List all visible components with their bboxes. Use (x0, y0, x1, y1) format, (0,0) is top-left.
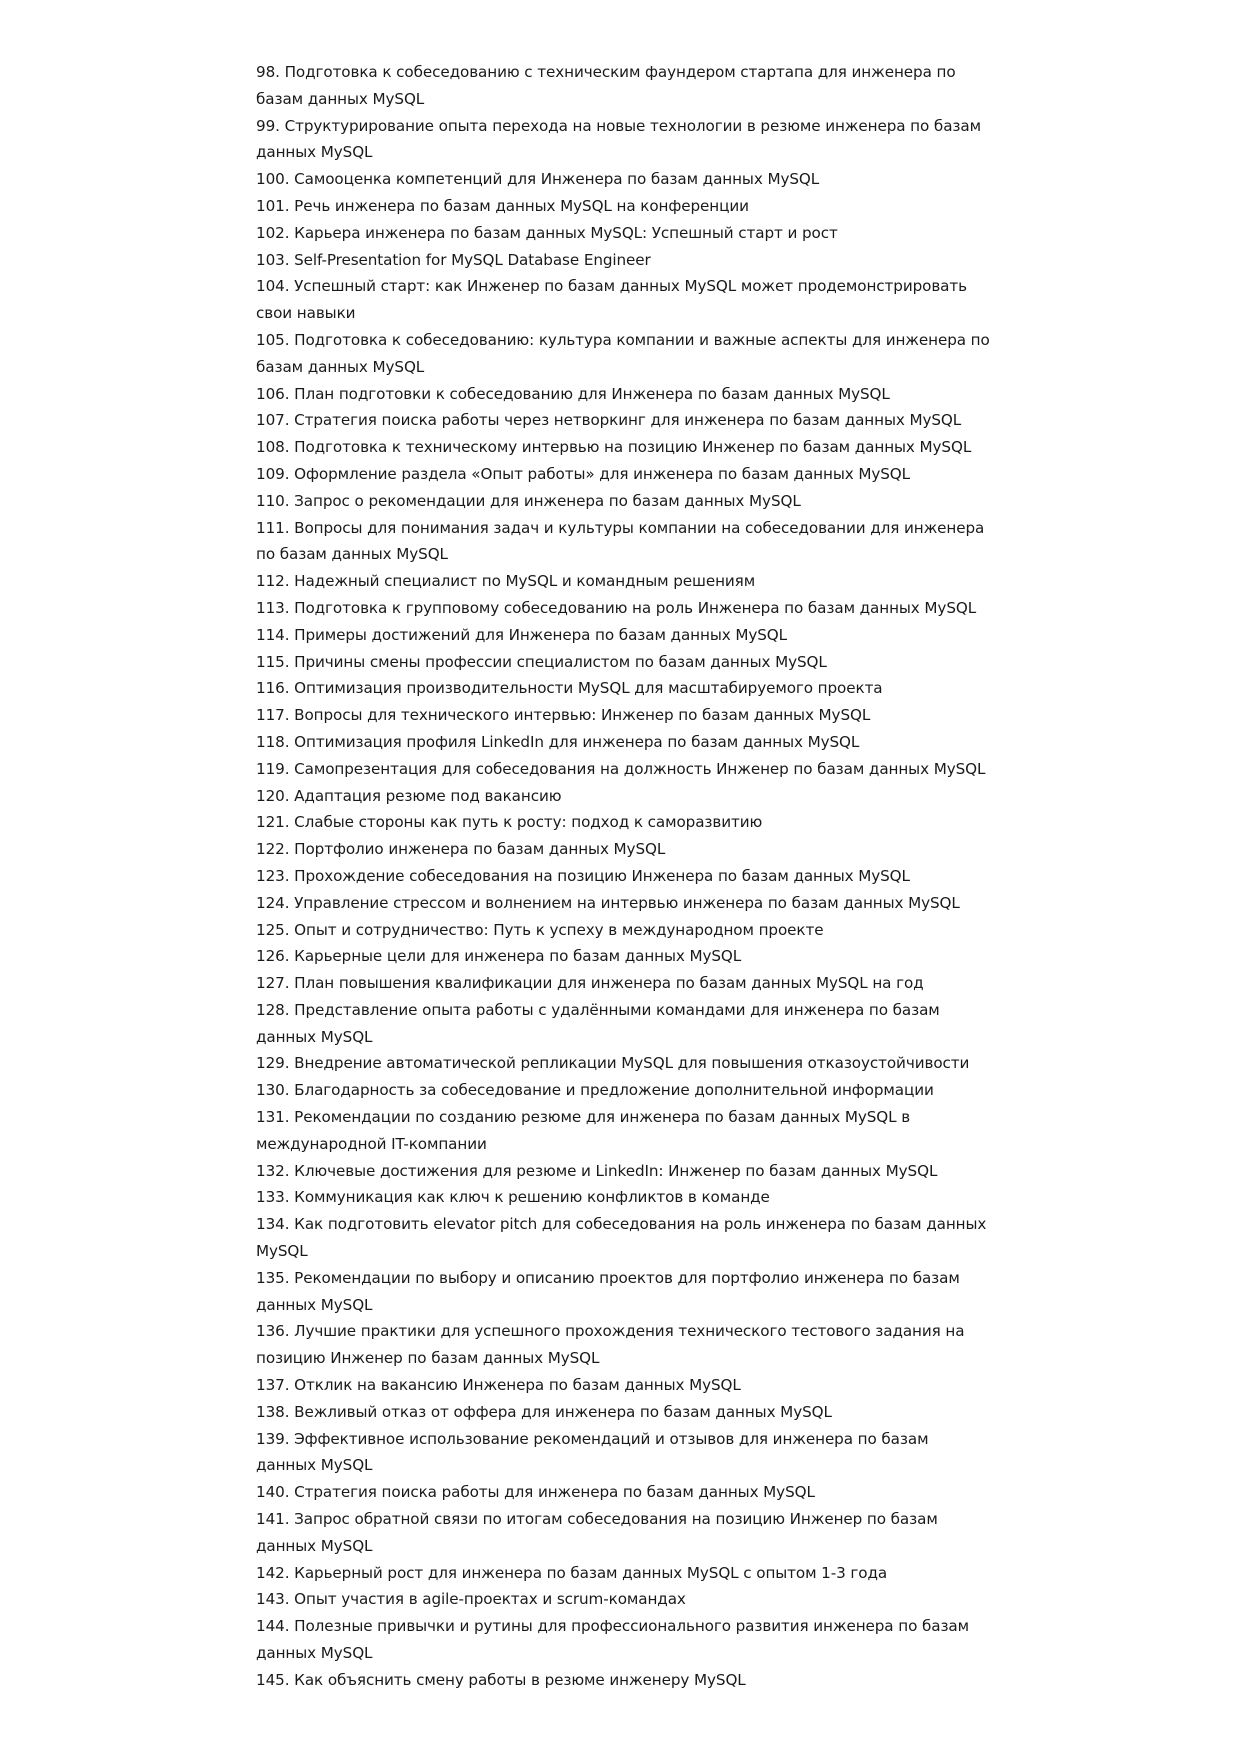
list-item: 101. Речь инженера по базам данных MySQL на конференции (256, 196, 749, 215)
list-item: 145. Как объяснить смену работы в резюме инженеру MySQL (256, 1670, 746, 1689)
list-item: 122. Портфолио инженера по базам данных MySQL (256, 840, 666, 859)
list-item: 124. Управление стрессом и волнением на интервью инженера по базам данных MySQL (256, 893, 960, 912)
list-item: 120. Адаптация резюме под вакансию (256, 786, 562, 805)
list-item: 137. Отклик на вакансию Инженера по базам данных MySQL (256, 1376, 741, 1395)
list-item: 136. Лучшие практики для успешного прохождения технического тестового задания на позицию Инженер по базам данных MySQL (256, 1322, 965, 1368)
list-item: 98. Подготовка к собеседованию с техническим фаундером стартапа для инженера по базам данных MySQL (256, 63, 956, 108)
list-item: 141. Запрос обратной связи по итогам собеседования на позицию Инженер по базам данных MySQL (256, 1510, 938, 1555)
list-item: 133. Коммуникация как ключ к решению конфликтов в команде (256, 1188, 770, 1207)
list-item: 102. Карьера инженера по базам данных MySQL: Успешный старт и рост (256, 223, 838, 242)
list-item: 116. Оптимизация производительности MySQL для масштабируемого проекта (256, 679, 883, 698)
list-item: 105. Подготовка к собеседованию: культура компании и важные аспекты для инженера по базам данных MySQL (256, 330, 990, 376)
list-item: 103. Self-Presentation for MySQL Database Engineer (256, 250, 651, 269)
list-item: 107. Стратегия поиска работы через нетворкинг для инженера по базам данных MySQL (256, 411, 962, 430)
list-item: 132. Ключевые достижения для резюме и LinkedIn: Инженер по базам данных MySQL (256, 1161, 938, 1180)
list-item: 127. План повышения квалификации для инженера по базам данных MySQL на год (256, 974, 924, 993)
list-item: 140. Стратегия поиска работы для инженера по базам данных MySQL (256, 1483, 815, 1502)
list-item: 125. Опыт и сотрудничество: Путь к успеху в международном проекте (256, 920, 824, 939)
list-item: 119. Самопрезентация для собеседования на должность Инженер по базам данных MySQL (256, 759, 986, 778)
list-item: 134. Как подготовить elevator pitch для собеседования на роль инженера по базам данных MySQL (256, 1215, 987, 1261)
list-item: 111. Вопросы для понимания задач и культуры компании на собеседовании для инженера по базам данных MySQL (256, 518, 985, 564)
list-item: 100. Самооценка компетенций для Инженера по базам данных MySQL (256, 170, 820, 189)
list-item: 142. Карьерный рост для инженера по базам данных MySQL с опытом 1-3 года (256, 1563, 888, 1582)
list-item: 110. Запрос о рекомендации для инженера по базам данных MySQL (256, 491, 801, 510)
list-item: 143. Опыт участия в agile-проектах и scrum-командах (256, 1590, 686, 1609)
list-item: 123. Прохождение собеседования на позицию Инженера по базам данных MySQL (256, 866, 910, 885)
list-item: 115. Причины смены профессии специалистом по базам данных MySQL (256, 652, 827, 671)
list-item: 109. Оформление раздела «Опыт работы» для инженера по базам данных MySQL (256, 464, 910, 483)
list-item: 129. Внедрение автоматической репликации MySQL для повышения отказоустойчивости (256, 1054, 970, 1073)
list-item: 112. Надежный специалист по MySQL и командным решениям (256, 572, 756, 591)
list-item: 130. Благодарность за собеседование и предложение дополнительной информации (256, 1081, 934, 1100)
list-item: 99. Структурирование опыта перехода на новые технологии в резюме инженера по базам данных MySQL (256, 116, 981, 162)
list-item: 118. Оптимизация профиля LinkedIn для инженера по базам данных MySQL (256, 732, 860, 751)
list-item: 104. Успешный старт: как Инженер по базам данных MySQL может продемонстрировать свои навыки (256, 277, 967, 323)
list-item: 144. Полезные привычки и рутины для профессионального развития инженера по базам данных MySQL (256, 1617, 969, 1663)
topic-list (256, 59, 992, 1694)
list-item: 106. План подготовки к собеседованию для Инженера по базам данных MySQL (256, 384, 890, 403)
list-item: 117. Вопросы для технического интервью: Инженер по базам данных MySQL (256, 706, 871, 725)
list-item: 128. Представление опыта работы с удалёнными командами для инженера по базам данных MySQL (256, 1000, 940, 1046)
document-page (256, 59, 992, 1694)
list-item: 138. Вежливый отказ от оффера для инженера по базам данных MySQL (256, 1402, 832, 1421)
list-item: 114. Примеры достижений для Инженера по базам данных MySQL (256, 625, 787, 644)
list-item: 108. Подготовка к техническому интервью на позицию Инженер по базам данных MySQL (256, 438, 972, 457)
list-item: 113. Подготовка к групповому собеседованию на роль Инженера по базам данных MySQL (256, 598, 977, 617)
list-item: 135. Рекомендации по выбору и описанию проектов для портфолио инженера по базам данных MySQL (256, 1268, 960, 1314)
list-item: 126. Карьерные цели для инженера по базам данных MySQL (256, 947, 742, 966)
list-item: 139. Эффективное использование рекомендаций и отзывов для инженера по базам данных MySQL (256, 1429, 929, 1475)
list-item: 121. Слабые стороны как путь к росту: подход к саморазвитию (256, 813, 763, 832)
list-item: 131. Рекомендации по созданию резюме для инженера по базам данных MySQL в международной IT-компании (256, 1108, 911, 1153)
